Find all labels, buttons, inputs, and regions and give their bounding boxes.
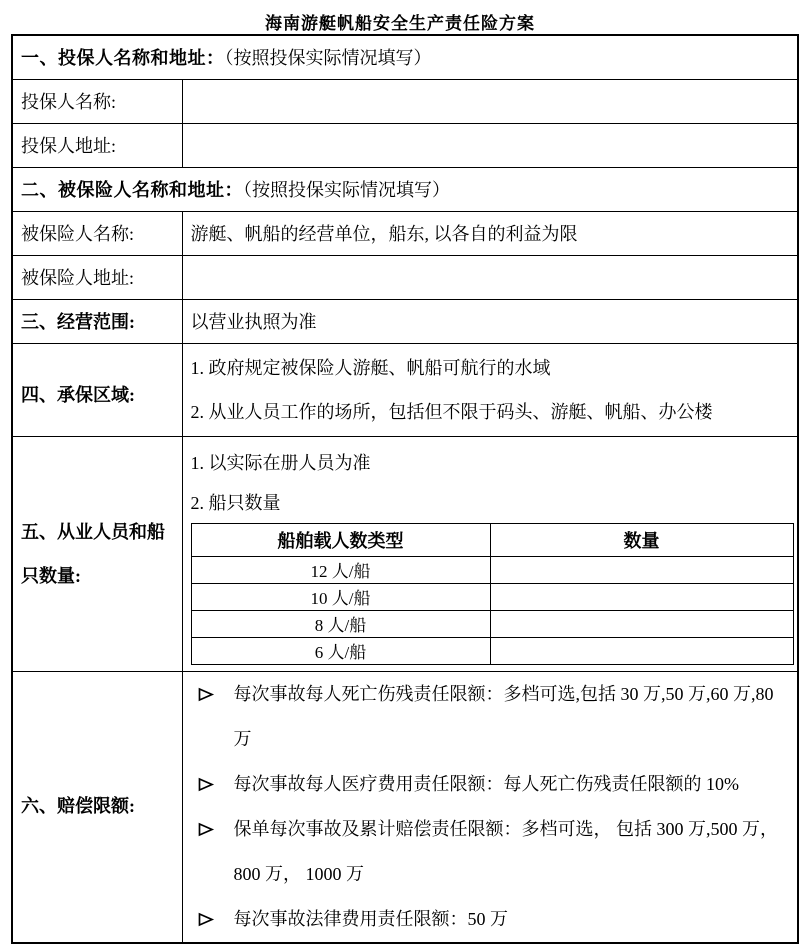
arrowhead-bullet-icon <box>197 687 215 702</box>
section-1-heading-bold: 一、投保人名称和地址： <box>21 48 225 69</box>
section-4-label: 四、承保区域: <box>12 343 182 436</box>
insured-address-label: 被保险人地址: <box>12 255 182 299</box>
section-3-row <box>12 299 798 343</box>
list-item <box>197 762 790 807</box>
section-4-content <box>182 343 798 436</box>
list-item <box>197 672 790 762</box>
section-1-heading <box>12 35 798 79</box>
section-5-content <box>182 436 798 671</box>
section-5-item-2: 2. 船只数量 <box>190 492 281 513</box>
insured-name-value: 游艇、帆船的经营单位，船东, 以各自的利益为限 <box>182 211 798 255</box>
insured-name-label: 被保险人名称: <box>12 211 182 255</box>
applicant-name-label: 投保人名称: <box>12 79 182 123</box>
boat-table-header-row <box>191 523 793 556</box>
section-5-item-1: 1. 以实际在册人员为准 <box>190 452 371 473</box>
arrowhead-bullet-icon <box>197 777 215 792</box>
section-3-label: 三、经营范围: <box>12 299 182 343</box>
section-4-row <box>12 343 798 436</box>
applicant-address-label: 投保人地址: <box>12 123 182 167</box>
applicant-name-value-field[interactable] <box>182 79 798 123</box>
document-title: 海南游艇帆船安全生产责任险方案 <box>265 14 535 33</box>
section-6-row <box>12 671 798 943</box>
main-table <box>11 34 799 944</box>
section-4-item-2: 2. 从业人员工作的场所，包括但不限于码头、游艇、帆船、办公楼 <box>190 401 713 422</box>
section-5-label-line1: 五、从业人员和船 <box>21 521 165 542</box>
boat-table-row <box>191 556 793 583</box>
boat-quantity-field[interactable] <box>490 583 793 610</box>
insured-address-value-field[interactable] <box>182 255 798 299</box>
boat-type-cell: 6 人/船 <box>191 637 490 664</box>
section-2-heading-bold: 二、被保险人名称和地址： <box>21 180 243 200</box>
section-5-label-line2: 只数量: <box>21 565 81 586</box>
boat-quantity-field[interactable] <box>490 637 793 664</box>
list-item <box>197 807 790 897</box>
boat-quantity-field[interactable] <box>490 610 793 637</box>
boat-table-row <box>191 637 793 664</box>
section-1-header-row <box>12 35 798 79</box>
section-6-content <box>182 671 798 943</box>
bullet-text: 保单每次事故及累计赔偿责任限额：多档可选， 包括 300 万,500 万， 800 万， 1000 万 <box>233 818 778 884</box>
section-5-label <box>12 436 182 671</box>
bullet-text: 每次事故法律费用责任限额：50 万 <box>233 908 508 929</box>
boat-table-header-type: 船舶载人数类型 <box>191 523 490 556</box>
list-item <box>197 897 790 942</box>
boat-quantity-field[interactable] <box>490 556 793 583</box>
section-2-header-row <box>12 167 798 211</box>
arrowhead-bullet-icon <box>197 912 215 927</box>
section-3-value: 以营业执照为准 <box>182 299 798 343</box>
applicant-address-value-field[interactable] <box>182 123 798 167</box>
bullet-text: 每次事故每人医疗费用责任限额：每人死亡伤残责任限额的 10% <box>233 773 739 794</box>
bullet-text: 每次事故每人死亡伤残责任限额：多档可选,包括 30 万,50 万,60 万,80 万 <box>233 683 774 749</box>
section-2-heading-note: （按照投保实际情况填写） <box>243 180 450 200</box>
insured-address-row <box>12 255 798 299</box>
compensation-limit-list <box>191 672 790 942</box>
applicant-name-row <box>12 79 798 123</box>
boat-type-cell: 10 人/船 <box>191 583 490 610</box>
insured-name-row <box>12 211 798 255</box>
applicant-address-row <box>12 123 798 167</box>
section-6-label: 六、赔偿限额: <box>12 671 182 943</box>
boat-capacity-table <box>191 523 794 665</box>
section-4-item-1: 1. 政府规定被保险人游艇、帆船可航行的水域 <box>190 357 551 378</box>
arrowhead-bullet-icon <box>197 822 215 837</box>
section-2-heading <box>12 167 798 211</box>
section-5-row <box>12 436 798 671</box>
section-1-heading-note: （按照投保实际情况填写） <box>224 48 432 69</box>
boat-type-cell: 12 人/船 <box>191 556 490 583</box>
boat-table-row <box>191 583 793 610</box>
boat-type-cell: 8 人/船 <box>191 610 490 637</box>
boat-table-header-quantity: 数量 <box>490 523 793 556</box>
boat-table-row <box>191 610 793 637</box>
